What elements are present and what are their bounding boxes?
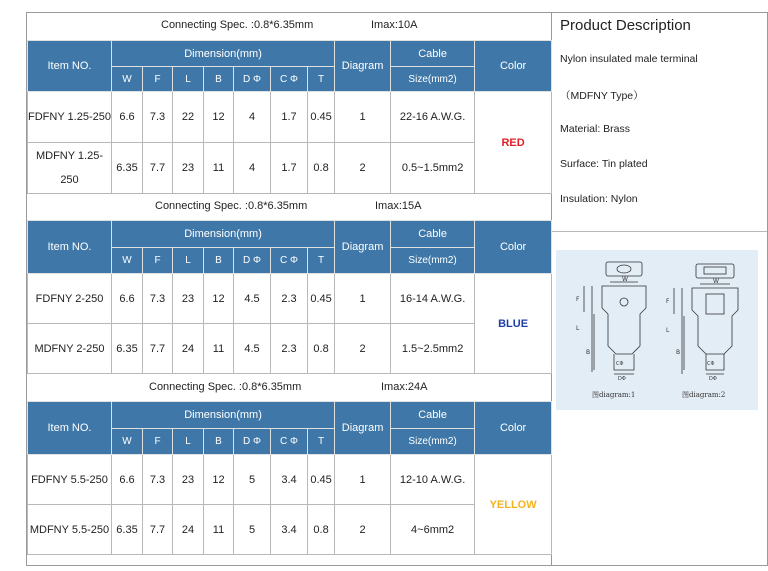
w-value: 6.6: [112, 274, 143, 324]
diagram-value: 1: [335, 92, 391, 143]
col-d-header: D Φ: [234, 429, 271, 455]
surface-text: Surface: Tin plated: [560, 158, 648, 170]
diagram-1-label-l: L: [576, 325, 580, 332]
b-value: 11: [204, 324, 234, 374]
diagram-2-caption: 图diagram:2: [682, 391, 726, 399]
c-value: 3.4: [271, 505, 308, 555]
diagram-value: 2: [335, 505, 391, 555]
col-t-header: T: [308, 67, 335, 92]
col-w-header: W: [112, 429, 143, 455]
insulation-text: Insulation: Nylon: [560, 193, 638, 205]
diagram-1-label-b: B: [586, 349, 591, 356]
diagram-header: Diagram: [335, 41, 391, 92]
color-value-yellow: YELLOW: [475, 455, 552, 555]
diagram-2-drawing: [674, 264, 738, 374]
item-no: FDFNY 1.25-250: [28, 92, 112, 143]
item-no: MDFNY 2-250: [28, 324, 112, 374]
table-1-imax: Imax:10A: [371, 19, 418, 31]
b-value: 11: [204, 505, 234, 555]
col-l-header: L: [173, 248, 204, 274]
table-1: [27, 40, 552, 194]
t-value: 0.8: [308, 143, 335, 194]
col-b-header: B: [204, 429, 234, 455]
d-value: 5: [234, 505, 271, 555]
col-d-header: D Φ: [234, 248, 271, 274]
col-b-header: B: [204, 67, 234, 92]
diagram-header: Diagram: [335, 221, 391, 274]
cable-value: 4~6mm2: [391, 505, 475, 555]
table-1-connecting-spec: Connecting Spec. :0.8*6.35mm: [161, 19, 314, 31]
color-header: Color: [475, 221, 552, 274]
diagram-image: [556, 250, 758, 410]
diagram-2-label-d: DΦ: [709, 376, 717, 382]
divider: [552, 231, 767, 232]
table-2-title-row: [27, 194, 551, 220]
col-c-header: C Φ: [271, 248, 308, 274]
table-2-connecting-spec: Connecting Spec. :0.8*6.35mm: [155, 200, 308, 212]
cable-header: Cable: [391, 221, 475, 248]
f-value: 7.7: [143, 324, 173, 374]
col-f-header: F: [143, 67, 173, 92]
diagram-1-label-f: F: [576, 296, 580, 303]
table-3: [27, 401, 552, 555]
b-value: 12: [204, 455, 234, 505]
w-value: 6.6: [112, 455, 143, 505]
cable-header: Cable: [391, 402, 475, 429]
table-3-title-row: [27, 375, 551, 401]
diagram-value: 1: [335, 455, 391, 505]
table-row: [28, 505, 552, 555]
dimension-header: Dimension(mm): [112, 41, 335, 67]
dimension-header: Dimension(mm): [112, 221, 335, 248]
diagram-2-label-b: B: [676, 349, 681, 356]
dimension-header: Dimension(mm): [112, 402, 335, 429]
product-description-panel: [552, 12, 768, 566]
diagram-value: 2: [335, 143, 391, 194]
c-value: 3.4: [271, 455, 308, 505]
diagram-2-label-w: W: [713, 278, 719, 285]
c-value: 1.7: [271, 143, 308, 194]
table-row: [28, 274, 552, 324]
t-value: 0.45: [308, 92, 335, 143]
diagram-1-label-w: W: [622, 276, 628, 283]
col-c-header: C Φ: [271, 67, 308, 92]
c-value: 2.3: [271, 274, 308, 324]
product-description-title: Product Description: [560, 17, 691, 34]
color-header: Color: [475, 41, 552, 92]
diagram-1-label-c: CΦ: [616, 361, 624, 367]
item-no-header: Item NO.: [28, 402, 112, 455]
color-header: Color: [475, 402, 552, 455]
table-3-header-row: [28, 402, 552, 429]
b-value: 12: [204, 92, 234, 143]
c-value: 2.3: [271, 324, 308, 374]
t-value: 0.8: [308, 505, 335, 555]
product-description-text: Nylon insulated male terminal: [560, 53, 698, 65]
diagram-1-label-d: DΦ: [618, 376, 626, 382]
table-1-title-row: [27, 13, 551, 40]
item-no: MDFNY 5.5-250: [28, 505, 112, 555]
col-b-header: B: [204, 248, 234, 274]
table-1-header-row: [28, 41, 552, 67]
table-3-imax: Imax:24A: [381, 381, 428, 393]
l-value: 23: [173, 455, 204, 505]
w-value: 6.35: [112, 324, 143, 374]
diagram-value: 2: [335, 324, 391, 374]
color-value-blue: BLUE: [475, 274, 552, 374]
diagram-1-drawing: [584, 262, 646, 374]
w-value: 6.6: [112, 92, 143, 143]
item-no: FDFNY 5.5-250: [28, 455, 112, 505]
table-2: [27, 220, 552, 374]
table-row: [28, 92, 552, 143]
f-value: 7.7: [143, 505, 173, 555]
b-value: 11: [204, 143, 234, 194]
l-value: 24: [173, 324, 204, 374]
d-value: 4.5: [234, 274, 271, 324]
color-value-red: RED: [475, 92, 552, 194]
col-w-header: W: [112, 248, 143, 274]
table-row: [28, 324, 552, 374]
col-l-header: L: [173, 429, 204, 455]
diagram-2-label-c: CΦ: [707, 361, 715, 367]
table-row: [28, 455, 552, 505]
cable-value: 12-10 A.W.G.: [391, 455, 475, 505]
t-value: 0.45: [308, 455, 335, 505]
t-value: 0.45: [308, 274, 335, 324]
diagram-value: 1: [335, 274, 391, 324]
item-no-header: Item NO.: [28, 221, 112, 274]
cable-value: 22-16 A.W.G.: [391, 92, 475, 143]
diagram-header: Diagram: [335, 402, 391, 455]
item-no: MDFNY 1.25-250: [28, 143, 112, 194]
col-t-header: T: [308, 248, 335, 274]
d-value: 4.5: [234, 324, 271, 374]
cable-size-header: Size(mm2): [391, 248, 475, 274]
table-2-header-row: [28, 221, 552, 248]
terminal-diagrams: [556, 250, 758, 410]
b-value: 12: [204, 274, 234, 324]
col-w-header: W: [112, 67, 143, 92]
f-value: 7.3: [143, 92, 173, 143]
table-3-connecting-spec: Connecting Spec. :0.8*6.35mm: [149, 381, 302, 393]
cable-value: 1.5~2.5mm2: [391, 324, 475, 374]
item-no: FDFNY 2-250: [28, 274, 112, 324]
l-value: 22: [173, 92, 204, 143]
col-t-header: T: [308, 429, 335, 455]
d-value: 4: [234, 143, 271, 194]
l-value: 24: [173, 505, 204, 555]
w-value: 6.35: [112, 505, 143, 555]
table-2-imax: Imax:15A: [375, 200, 422, 212]
f-value: 7.7: [143, 143, 173, 194]
c-value: 1.7: [271, 92, 308, 143]
d-value: 4: [234, 92, 271, 143]
l-value: 23: [173, 274, 204, 324]
col-c-header: C Φ: [271, 429, 308, 455]
cable-size-header: Size(mm2): [391, 67, 475, 92]
d-value: 5: [234, 455, 271, 505]
cable-value: 0.5~1.5mm2: [391, 143, 475, 194]
l-value: 23: [173, 143, 204, 194]
spec-tables-panel: [26, 12, 552, 566]
diagram-2-label-f: F: [666, 298, 670, 305]
f-value: 7.3: [143, 455, 173, 505]
w-value: 6.35: [112, 143, 143, 194]
col-f-header: F: [143, 248, 173, 274]
diagram-1-caption: 图diagram:1: [592, 391, 636, 399]
t-value: 0.8: [308, 324, 335, 374]
material-text: Material: Brass: [560, 123, 631, 135]
cable-value: 16-14 A.W.G.: [391, 274, 475, 324]
item-no-header: Item NO.: [28, 41, 112, 92]
diagram-2-label-l: L: [666, 327, 670, 334]
col-l-header: L: [173, 67, 204, 92]
col-d-header: D Φ: [234, 67, 271, 92]
product-type-text: （MDFNY Type）: [560, 90, 644, 102]
table-row: [28, 143, 552, 194]
cable-header: Cable: [391, 41, 475, 67]
cable-size-header: Size(mm2): [391, 429, 475, 455]
col-f-header: F: [143, 429, 173, 455]
f-value: 7.3: [143, 274, 173, 324]
